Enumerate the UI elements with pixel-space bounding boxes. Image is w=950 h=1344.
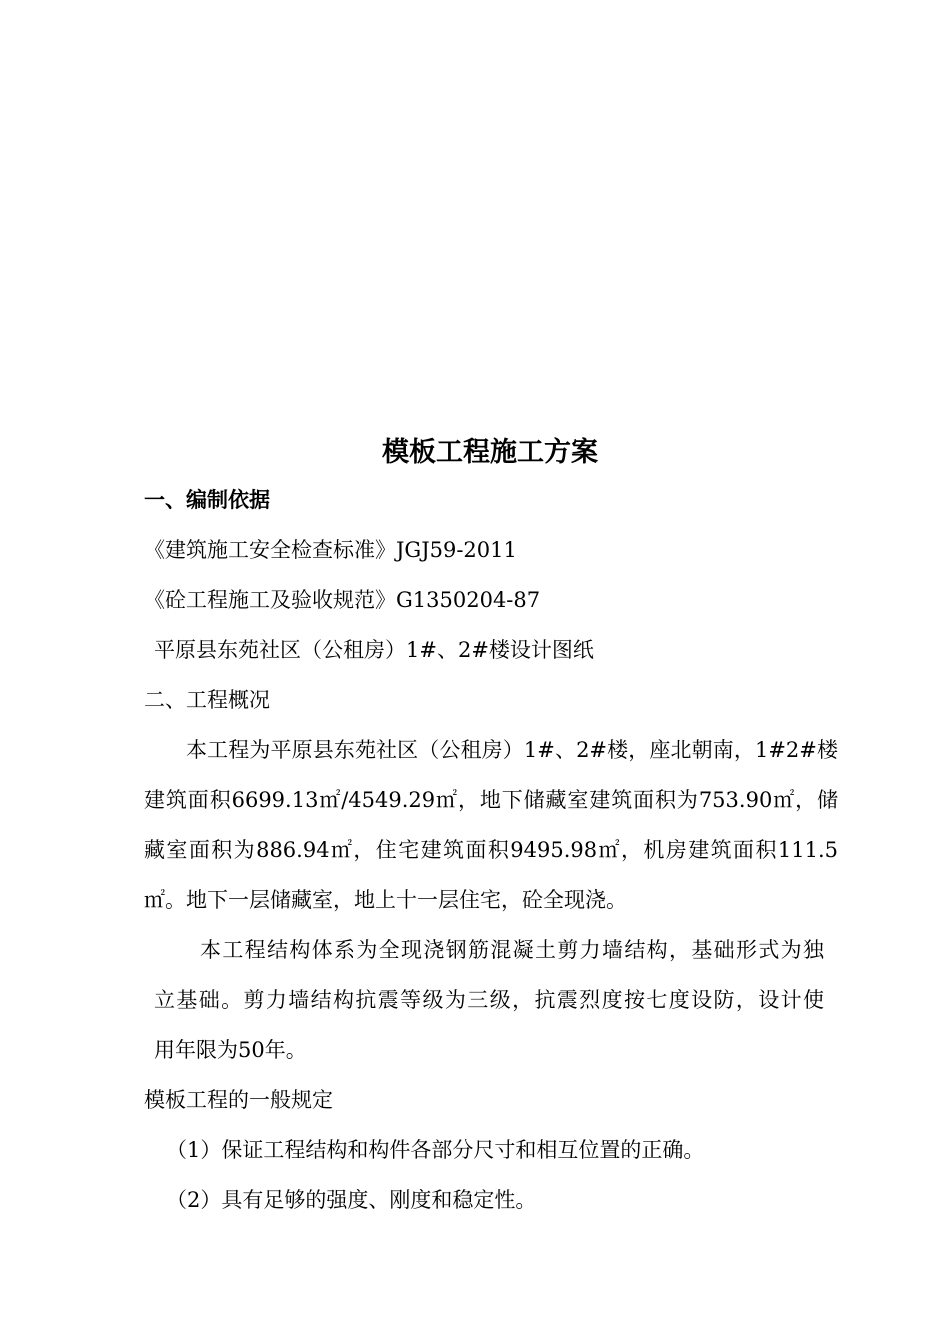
section-heading-basis: 一、编制依据 [144,488,270,512]
structure-paragraph-line: 用年限为50年。 [154,1038,307,1062]
rule-item-1: （1）保证工程结构和构件各部分尺寸和相互位置的正确。 [166,1138,705,1162]
overview-paragraph-line: 本工程为平原县东苑社区（公租房）1#、2#楼，座北朝南，1#2#楼 [186,738,838,762]
overview-paragraph-line: 建筑面积6699.13㎡/4549.29㎡，地下储藏室建筑面积为753.90㎡，储 [144,788,838,812]
reference-safety-standard: 《建筑施工安全检查标准》JGJ59-2011 [144,538,517,562]
section-heading-overview: 二、工程概况 [144,688,270,712]
overview-paragraph-line: ㎡。地下一层储藏室，地上十一层住宅，砼全现浇。 [144,888,627,912]
structure-paragraph-line: 本工程结构体系为全现浇钢筋混凝土剪力墙结构，基础形式为独 [200,938,824,962]
reference-design-drawings: 平原县东苑社区（公租房）1#、2#楼设计图纸 [154,638,594,662]
overview-paragraph-line: 藏室面积为886.94㎡，住宅建筑面积9495.98㎡，机房建筑面积111.5 [144,838,838,862]
rules-heading: 模板工程的一般规定 [144,1088,333,1112]
rule-item-2: （2）具有足够的强度、刚度和稳定性。 [166,1188,537,1212]
document-title: 模板工程施工方案 [382,437,598,468]
structure-paragraph-line: 立基础。剪力墙结构抗震等级为三级，抗震烈度按七度设防，设计使 [154,988,824,1012]
reference-concrete-spec: 《砼工程施工及验收规范》G1350204-87 [144,588,541,612]
